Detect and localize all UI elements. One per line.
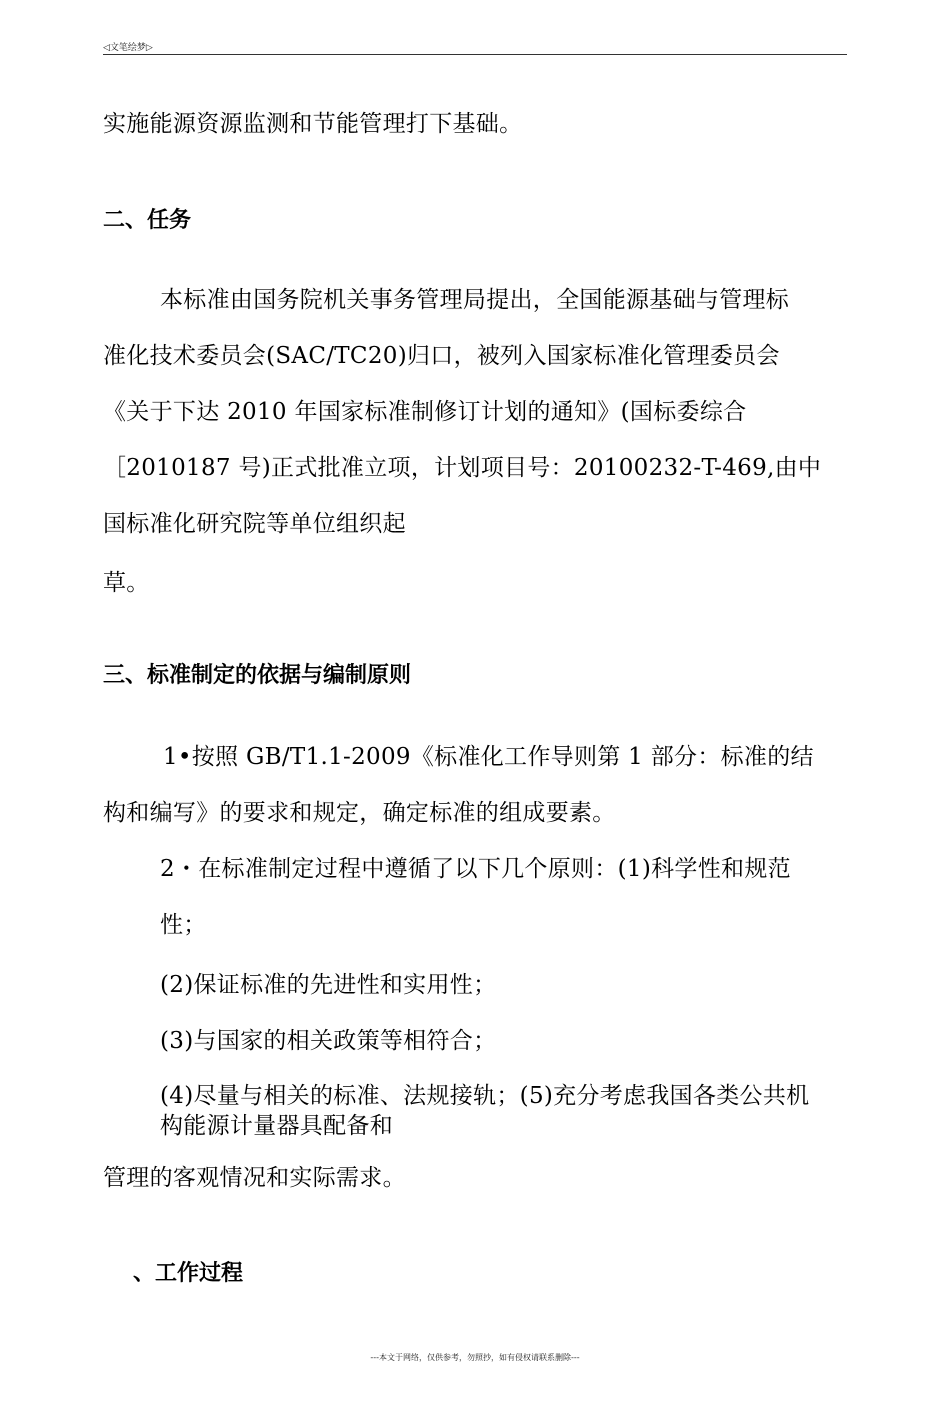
basis-line-4: 性； [160,912,207,938]
page-footer: ---本文于网络，仅供参考，勿照抄，如有侵权请联系删除--- [370,1353,580,1362]
task-line-6: 草。 [103,570,150,596]
task-line-1: 本标准由国务院机关事务管理局提出，全国能源基础与管理标 [160,287,790,313]
heading-task: 二、任务 [103,208,192,233]
task-line-3: 《关于下达 2010 年国家标准制修订计划的通知》(国标委综合 [103,399,747,425]
task-line-4: ［2010187 号)正式批准立项，计划项目号：20100232-T-469,由中 [103,455,822,481]
basis-line-3: 2・在标准制定过程中遵循了以下几个原则：(1)科学性和规范 [160,856,791,882]
basis-line-5: (2)保证标准的先进性和实用性； [160,972,497,998]
basis-line-2: 构和编写》的要求和规定，确定标准的组成要素。 [103,800,616,826]
task-line-2: 准化技术委员会(SAC/TC20)归口，被列入国家标准化管理委员会 [103,343,780,369]
basis-line-1: 1•按照 GB/T1.1-2009《标准化工作导则第 1 部分：标准的结 [163,744,814,770]
basis-line-6: (3)与国家的相关政策等相符合； [160,1028,497,1054]
header-rule [103,54,847,55]
heading-basis: 三、标准制定的依据与编制原则 [103,663,412,688]
task-line-5: 国标准化研究院等单位组织起 [103,511,406,537]
heading-process: 、工作过程 [133,1261,244,1286]
basis-line-8: 构能源计量器具配备和 [160,1113,393,1139]
basis-line-9: 管理的客观情况和实际需求。 [103,1165,406,1191]
page-header: ◁文笔绘梦▷ [103,43,153,53]
basis-line-7: (4)尽量与相关的标准、法规接轨；(5)充分考虑我国各类公共机 [160,1083,810,1109]
intro-line: 实施能源资源监测和节能管理打下基础。 [103,111,523,137]
